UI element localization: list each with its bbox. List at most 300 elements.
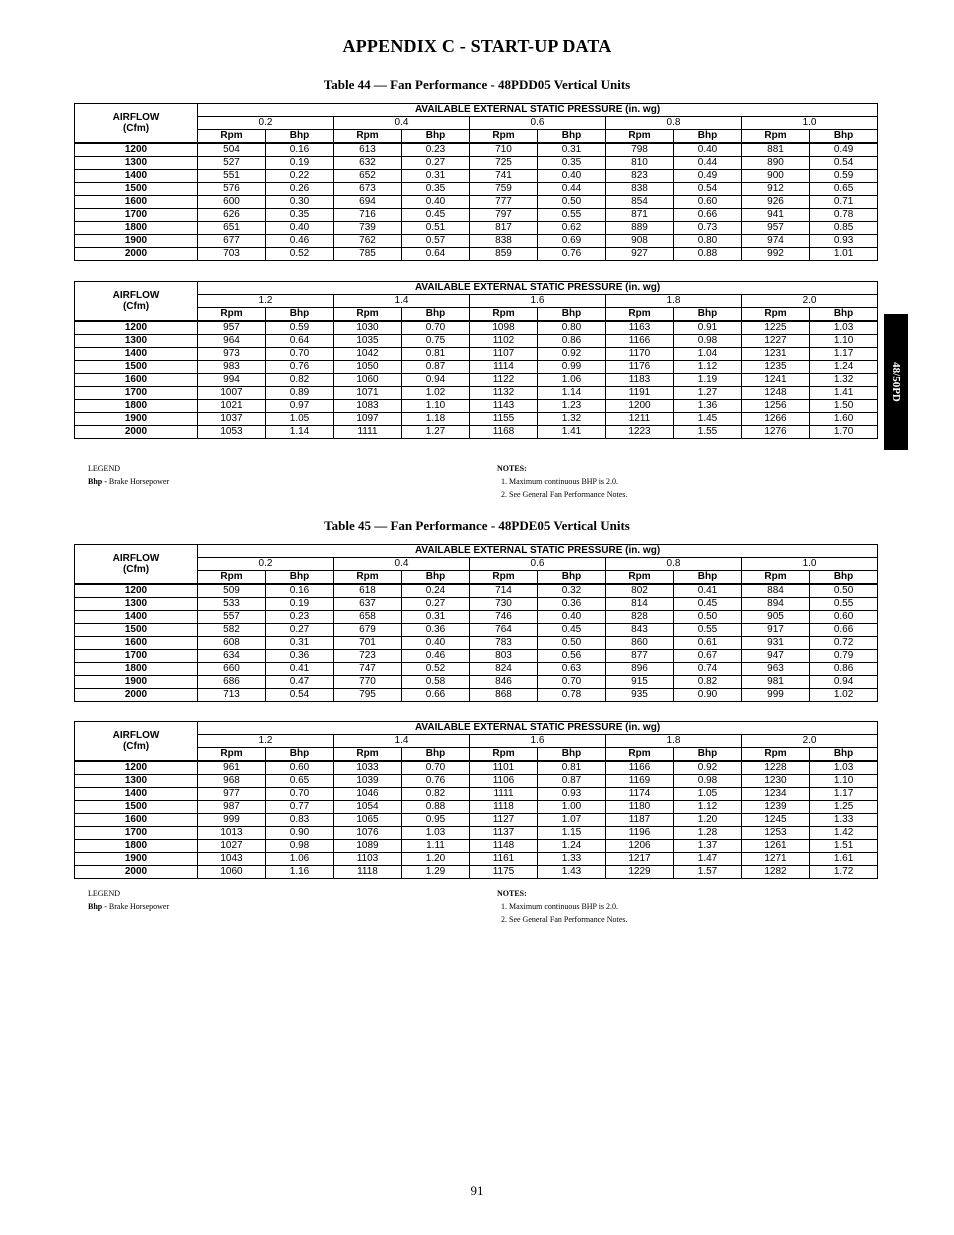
rpm-cell: 637 xyxy=(334,598,402,611)
rpm-cell: 1050 xyxy=(334,361,402,374)
rpm-cell: 1111 xyxy=(470,788,538,801)
rpm-cell: 576 xyxy=(198,183,266,196)
notes-heading: NOTES: xyxy=(497,464,527,473)
bhp-cell: 1.12 xyxy=(674,361,742,374)
header-row xyxy=(75,282,878,295)
rpm-cell: 658 xyxy=(334,611,402,624)
rpm-cell: 1118 xyxy=(470,801,538,814)
table-row xyxy=(75,157,878,170)
note-2: 2. See General Fan Performance Notes. xyxy=(501,915,628,924)
bhp-cell: 0.65 xyxy=(266,775,334,788)
bhp-cell: 0.54 xyxy=(266,689,334,702)
rpm-header: Rpm xyxy=(742,130,810,144)
bhp-cell: 0.94 xyxy=(402,374,470,387)
rpm-cell: 1097 xyxy=(334,413,402,426)
pressure-value: 0.6 xyxy=(470,558,606,571)
rpm-cell: 527 xyxy=(198,157,266,170)
bhp-header: Bhp xyxy=(402,571,470,585)
rpm-cell: 1245 xyxy=(742,814,810,827)
airflow-cfm: 1900 xyxy=(75,413,198,426)
bhp-cell: 1.10 xyxy=(810,335,878,348)
bhp-cell: 1.70 xyxy=(810,426,878,439)
rpm-cell: 1137 xyxy=(470,827,538,840)
airflow-cfm: 1700 xyxy=(75,209,198,222)
bhp-cell: 0.69 xyxy=(538,235,606,248)
bhp-header: Bhp xyxy=(810,130,878,144)
legend-block-2 xyxy=(88,887,169,913)
airflow-cfm: 1600 xyxy=(75,814,198,827)
rpm-cell: 1206 xyxy=(606,840,674,853)
table-row xyxy=(75,775,878,788)
bhp-cell: 0.31 xyxy=(402,170,470,183)
bhp-cell: 0.72 xyxy=(810,637,878,650)
rpm-cell: 1170 xyxy=(606,348,674,361)
bhp-cell: 0.65 xyxy=(810,183,878,196)
rpm-cell: 999 xyxy=(742,689,810,702)
rpm-cell: 963 xyxy=(742,663,810,676)
rpm-cell: 905 xyxy=(742,611,810,624)
rpm-cell: 977 xyxy=(198,788,266,801)
pressure-value: 1.0 xyxy=(742,117,878,130)
bhp-cell: 0.87 xyxy=(402,361,470,374)
header-row xyxy=(75,722,878,735)
bhp-cell: 1.25 xyxy=(810,801,878,814)
bhp-cell: 0.40 xyxy=(402,196,470,209)
bhp-cell: 0.85 xyxy=(810,222,878,235)
rpm-cell: 1071 xyxy=(334,387,402,400)
bhp-cell: 0.95 xyxy=(402,814,470,827)
bhp-cell: 1.47 xyxy=(674,853,742,866)
bhp-header: Bhp xyxy=(266,748,334,762)
pressure-header: AVAILABLE EXTERNAL STATIC PRESSURE (in. wg) xyxy=(198,282,878,295)
bhp-header: Bhp xyxy=(810,308,878,322)
bhp-header: Bhp xyxy=(674,308,742,322)
bhp-cell: 0.91 xyxy=(674,321,742,335)
bhp-cell: 0.93 xyxy=(538,788,606,801)
bhp-cell: 0.71 xyxy=(810,196,878,209)
rpm-cell: 1256 xyxy=(742,400,810,413)
bhp-cell: 0.63 xyxy=(538,663,606,676)
airflow-cfm: 1200 xyxy=(75,143,198,157)
side-tab xyxy=(884,314,908,450)
bhp-cell: 0.27 xyxy=(402,598,470,611)
rpm-cell: 974 xyxy=(742,235,810,248)
rpm-cell: 1231 xyxy=(742,348,810,361)
table-row xyxy=(75,584,878,598)
rpm-cell: 1122 xyxy=(470,374,538,387)
bhp-cell: 1.12 xyxy=(674,801,742,814)
pressure-header: AVAILABLE EXTERNAL STATIC PRESSURE (in. wg) xyxy=(198,722,878,735)
airflow-cfm: 1400 xyxy=(75,348,198,361)
table-row xyxy=(75,637,878,650)
bhp-cell: 0.26 xyxy=(266,183,334,196)
rpm-header: Rpm xyxy=(606,308,674,322)
table-row xyxy=(75,235,878,248)
rpm-cell: 1060 xyxy=(198,866,266,879)
bhp-cell: 0.47 xyxy=(266,676,334,689)
pressure-header: AVAILABLE EXTERNAL STATIC PRESSURE (in. wg) xyxy=(198,545,878,558)
rpm-cell: 1148 xyxy=(470,840,538,853)
rpm-cell: 634 xyxy=(198,650,266,663)
table-row xyxy=(75,598,878,611)
rpm-cell: 1118 xyxy=(334,866,402,879)
rpm-cell: 1013 xyxy=(198,827,266,840)
rpm-header: Rpm xyxy=(742,571,810,585)
rpm-cell: 1042 xyxy=(334,348,402,361)
bhp-cell: 0.54 xyxy=(674,183,742,196)
table-row xyxy=(75,222,878,235)
rpm-cell: 632 xyxy=(334,157,402,170)
bhp-cell: 0.16 xyxy=(266,584,334,598)
bhp-cell: 0.50 xyxy=(674,611,742,624)
rpm-cell: 1183 xyxy=(606,374,674,387)
bhp-cell: 1.41 xyxy=(538,426,606,439)
rpm-cell: 935 xyxy=(606,689,674,702)
table-row xyxy=(75,170,878,183)
legend-abbr: Bhp xyxy=(88,902,103,911)
pressure-value: 2.0 xyxy=(742,735,878,748)
bhp-cell: 0.60 xyxy=(266,761,334,775)
bhp-cell: 0.54 xyxy=(810,157,878,170)
rpm-cell: 1155 xyxy=(470,413,538,426)
rpm-cell: 1227 xyxy=(742,335,810,348)
rpm-cell: 896 xyxy=(606,663,674,676)
rpm-cell: 1239 xyxy=(742,801,810,814)
bhp-cell: 1.20 xyxy=(402,853,470,866)
cfm-label: (Cfm) xyxy=(122,301,150,312)
bhp-cell: 0.49 xyxy=(674,170,742,183)
airflow-cfm: 1500 xyxy=(75,361,198,374)
airflow-label: AIRFLOW xyxy=(112,553,160,564)
rpm-cell: 983 xyxy=(198,361,266,374)
bhp-cell: 0.44 xyxy=(538,183,606,196)
bhp-cell: 1.32 xyxy=(810,374,878,387)
bhp-cell: 0.66 xyxy=(402,689,470,702)
rpm-header: Rpm xyxy=(198,308,266,322)
table-row xyxy=(75,689,878,702)
bhp-cell: 0.83 xyxy=(266,814,334,827)
rpm-cell: 739 xyxy=(334,222,402,235)
rpm-cell: 1114 xyxy=(470,361,538,374)
rpm-cell: 1196 xyxy=(606,827,674,840)
rpm-cell: 1127 xyxy=(470,814,538,827)
airflow-cfm: 2000 xyxy=(75,689,198,702)
bhp-cell: 1.42 xyxy=(810,827,878,840)
rpm-cell: 723 xyxy=(334,650,402,663)
bhp-cell: 0.40 xyxy=(266,222,334,235)
bhp-cell: 0.67 xyxy=(674,650,742,663)
bhp-cell: 1.00 xyxy=(538,801,606,814)
rpm-cell: 1060 xyxy=(334,374,402,387)
bhp-cell: 0.89 xyxy=(266,387,334,400)
bhp-cell: 0.80 xyxy=(538,321,606,335)
airflow-cfm: 1300 xyxy=(75,775,198,788)
rpm-cell: 810 xyxy=(606,157,674,170)
bhp-cell: 1.45 xyxy=(674,413,742,426)
bhp-cell: 1.14 xyxy=(538,387,606,400)
airflow-cfm: 1500 xyxy=(75,624,198,637)
rpm-cell: 1033 xyxy=(334,761,402,775)
rpm-cell: 803 xyxy=(470,650,538,663)
legend-definition: Brake Horsepower xyxy=(108,477,170,486)
airflow-header xyxy=(75,282,198,322)
bhp-cell: 1.24 xyxy=(810,361,878,374)
rpm-cell: 746 xyxy=(470,611,538,624)
table-row xyxy=(75,624,878,637)
rpm-cell: 1276 xyxy=(742,426,810,439)
table-row xyxy=(75,361,878,374)
table-row xyxy=(75,801,878,814)
rpm-cell: 890 xyxy=(742,157,810,170)
rpm-header: Rpm xyxy=(742,308,810,322)
bhp-header: Bhp xyxy=(538,571,606,585)
airflow-cfm: 1600 xyxy=(75,637,198,650)
rpm-cell: 999 xyxy=(198,814,266,827)
rpm-cell: 838 xyxy=(606,183,674,196)
bhp-header: Bhp xyxy=(266,308,334,322)
rpm-cell: 1169 xyxy=(606,775,674,788)
rpm-cell: 927 xyxy=(606,248,674,261)
pressure-value: 1.8 xyxy=(606,295,742,308)
rpm-cell: 626 xyxy=(198,209,266,222)
airflow-cfm: 1800 xyxy=(75,663,198,676)
rpm-cell: 1163 xyxy=(606,321,674,335)
airflow-cfm: 2000 xyxy=(75,248,198,261)
bhp-cell: 0.45 xyxy=(538,624,606,637)
rpm-header: Rpm xyxy=(470,748,538,762)
bhp-cell: 0.70 xyxy=(402,321,470,335)
bhp-cell: 1.14 xyxy=(266,426,334,439)
rpm-cell: 652 xyxy=(334,170,402,183)
airflow-cfm: 1200 xyxy=(75,584,198,598)
bhp-cell: 0.35 xyxy=(266,209,334,222)
bhp-cell: 1.51 xyxy=(810,840,878,853)
airflow-label: AIRFLOW xyxy=(112,112,160,123)
rpm-cell: 1039 xyxy=(334,775,402,788)
rpm-cell: 1107 xyxy=(470,348,538,361)
bhp-cell: 1.02 xyxy=(810,689,878,702)
rpm-cell: 713 xyxy=(198,689,266,702)
rpm-header: Rpm xyxy=(334,130,402,144)
rpm-cell: 823 xyxy=(606,170,674,183)
rpm-cell: 802 xyxy=(606,584,674,598)
table-row xyxy=(75,348,878,361)
bhp-header: Bhp xyxy=(402,130,470,144)
bhp-cell: 0.41 xyxy=(266,663,334,676)
table-row xyxy=(75,196,878,209)
bhp-cell: 0.57 xyxy=(402,235,470,248)
bhp-cell: 0.66 xyxy=(674,209,742,222)
table-row xyxy=(75,426,878,439)
bhp-cell: 1.33 xyxy=(538,853,606,866)
rpm-cell: 1180 xyxy=(606,801,674,814)
cfm-label: (Cfm) xyxy=(122,123,150,134)
legend-heading: LEGEND xyxy=(88,889,120,898)
bhp-cell: 0.40 xyxy=(402,637,470,650)
bhp-cell: 0.81 xyxy=(538,761,606,775)
rpm-cell: 679 xyxy=(334,624,402,637)
bhp-cell: 0.76 xyxy=(538,248,606,261)
bhp-cell: 0.40 xyxy=(538,170,606,183)
pressure-value: 0.4 xyxy=(334,117,470,130)
rpm-cell: 917 xyxy=(742,624,810,637)
table-row xyxy=(75,840,878,853)
airflow-header xyxy=(75,722,198,762)
cfm-label: (Cfm) xyxy=(122,564,150,575)
bhp-cell: 1.19 xyxy=(674,374,742,387)
rpm-header: Rpm xyxy=(470,130,538,144)
pressure-value: 0.6 xyxy=(470,117,606,130)
bhp-cell: 0.88 xyxy=(674,248,742,261)
rpm-cell: 1007 xyxy=(198,387,266,400)
rpm-cell: 798 xyxy=(606,143,674,157)
rpm-cell: 1046 xyxy=(334,788,402,801)
airflow-cfm: 2000 xyxy=(75,426,198,439)
bhp-cell: 1.28 xyxy=(674,827,742,840)
pressure-value: 2.0 xyxy=(742,295,878,308)
rpm-header: Rpm xyxy=(742,748,810,762)
rpm-header: Rpm xyxy=(470,571,538,585)
rpm-cell: 710 xyxy=(470,143,538,157)
bhp-cell: 0.76 xyxy=(266,361,334,374)
bhp-cell: 0.70 xyxy=(266,788,334,801)
rpm-cell: 987 xyxy=(198,801,266,814)
rpm-cell: 1111 xyxy=(334,426,402,439)
bhp-cell: 1.04 xyxy=(674,348,742,361)
airflow-cfm: 1900 xyxy=(75,853,198,866)
bhp-cell: 1.20 xyxy=(674,814,742,827)
legend-heading: LEGEND xyxy=(88,464,120,473)
bhp-header: Bhp xyxy=(674,748,742,762)
rpm-cell: 961 xyxy=(198,761,266,775)
bhp-cell: 0.88 xyxy=(402,801,470,814)
rpm-cell: 703 xyxy=(198,248,266,261)
bhp-header: Bhp xyxy=(810,571,878,585)
rpm-cell: 1143 xyxy=(470,400,538,413)
rpm-cell: 764 xyxy=(470,624,538,637)
table-45-caption: Table 45 — Fan Performance - 48PDE05 Vertical Units xyxy=(324,518,630,533)
bhp-cell: 0.55 xyxy=(674,624,742,637)
pressure-value: 0.4 xyxy=(334,558,470,571)
bhp-cell: 0.80 xyxy=(674,235,742,248)
bhp-cell: 0.31 xyxy=(266,637,334,650)
rpm-cell: 504 xyxy=(198,143,266,157)
bhp-cell: 0.82 xyxy=(266,374,334,387)
bhp-cell: 1.32 xyxy=(538,413,606,426)
rpm-cell: 613 xyxy=(334,143,402,157)
bhp-cell: 0.90 xyxy=(266,827,334,840)
bhp-cell: 0.82 xyxy=(674,676,742,689)
bhp-cell: 0.92 xyxy=(674,761,742,775)
bhp-cell: 1.41 xyxy=(810,387,878,400)
bhp-cell: 0.55 xyxy=(538,209,606,222)
bhp-cell: 0.23 xyxy=(402,143,470,157)
rpm-cell: 714 xyxy=(470,584,538,598)
table-row xyxy=(75,788,878,801)
rpm-cell: 994 xyxy=(198,374,266,387)
rpm-cell: 1235 xyxy=(742,361,810,374)
bhp-cell: 1.03 xyxy=(810,321,878,335)
bhp-cell: 0.46 xyxy=(402,650,470,663)
bhp-cell: 0.52 xyxy=(266,248,334,261)
rpm-cell: 783 xyxy=(470,637,538,650)
bhp-cell: 0.97 xyxy=(266,400,334,413)
bhp-cell: 0.64 xyxy=(266,335,334,348)
bhp-cell: 0.41 xyxy=(674,584,742,598)
airflow-label: AIRFLOW xyxy=(112,290,160,301)
bhp-cell: 0.16 xyxy=(266,143,334,157)
bhp-cell: 0.60 xyxy=(810,611,878,624)
bhp-cell: 0.60 xyxy=(674,196,742,209)
table-45-part-2 xyxy=(74,721,878,879)
rpm-cell: 1191 xyxy=(606,387,674,400)
rpm-cell: 1076 xyxy=(334,827,402,840)
rpm-cell: 677 xyxy=(198,235,266,248)
bhp-header: Bhp xyxy=(810,748,878,762)
bhp-cell: 0.82 xyxy=(402,788,470,801)
rpm-cell: 694 xyxy=(334,196,402,209)
rpm-cell: 817 xyxy=(470,222,538,235)
pressure-value: 1.6 xyxy=(470,735,606,748)
bhp-header: Bhp xyxy=(538,308,606,322)
bhp-cell: 0.61 xyxy=(674,637,742,650)
bhp-cell: 0.86 xyxy=(810,663,878,676)
airflow-header xyxy=(75,104,198,144)
table-row xyxy=(75,866,878,879)
airflow-cfm: 1800 xyxy=(75,400,198,413)
airflow-cfm: 1900 xyxy=(75,676,198,689)
bhp-cell: 0.70 xyxy=(266,348,334,361)
bhp-cell: 0.74 xyxy=(674,663,742,676)
rpm-cell: 1271 xyxy=(742,853,810,866)
table-row xyxy=(75,387,878,400)
legend-block xyxy=(88,462,169,488)
rpm-cell: 871 xyxy=(606,209,674,222)
rpm-header: Rpm xyxy=(470,308,538,322)
bhp-header: Bhp xyxy=(266,571,334,585)
bhp-cell: 1.03 xyxy=(810,761,878,775)
table-row xyxy=(75,413,878,426)
rpm-cell: 747 xyxy=(334,663,402,676)
legend-definition: Brake Horsepower xyxy=(108,902,170,911)
bhp-cell: 0.76 xyxy=(402,775,470,788)
bhp-cell: 0.78 xyxy=(538,689,606,702)
airflow-cfm: 1800 xyxy=(75,222,198,235)
bhp-cell: 1.01 xyxy=(810,248,878,261)
bhp-cell: 1.50 xyxy=(810,400,878,413)
rpm-cell: 1241 xyxy=(742,374,810,387)
rpm-cell: 1083 xyxy=(334,400,402,413)
airflow-cfm: 1200 xyxy=(75,321,198,335)
bhp-cell: 0.58 xyxy=(402,676,470,689)
bhp-cell: 0.66 xyxy=(810,624,878,637)
rpm-cell: 608 xyxy=(198,637,266,650)
rpm-header: Rpm xyxy=(198,571,266,585)
table-row xyxy=(75,209,878,222)
rpm-cell: 1027 xyxy=(198,840,266,853)
table-row xyxy=(75,400,878,413)
rpm-cell: 673 xyxy=(334,183,402,196)
rpm-cell: 1282 xyxy=(742,866,810,879)
rpm-cell: 759 xyxy=(470,183,538,196)
bhp-cell: 1.37 xyxy=(674,840,742,853)
legend-abbr: Bhp xyxy=(88,477,103,486)
rpm-cell: 868 xyxy=(470,689,538,702)
bhp-cell: 0.32 xyxy=(538,584,606,598)
bhp-header: Bhp xyxy=(402,748,470,762)
bhp-cell: 1.11 xyxy=(402,840,470,853)
table-row xyxy=(75,814,878,827)
